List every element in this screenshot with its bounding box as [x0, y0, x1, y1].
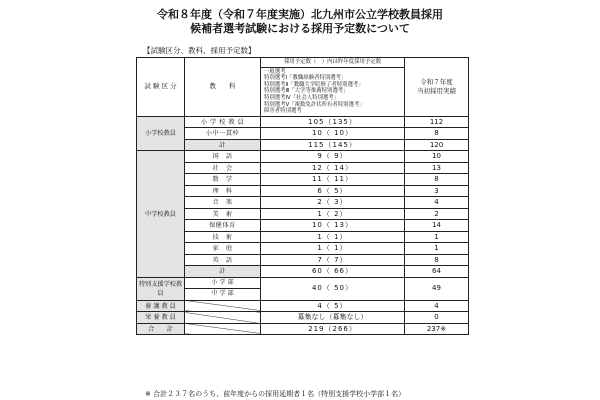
table-row	[137, 266, 469, 278]
actual-cell: 112	[405, 116, 469, 128]
table-row	[137, 312, 469, 324]
table-row	[137, 208, 469, 220]
actual-cell: 8	[405, 174, 469, 186]
subject-cell: 中 学 部	[211, 290, 234, 298]
actual-cell: 120	[405, 139, 469, 151]
plan-cell: 2（ 3）	[261, 197, 405, 209]
header-plan-line: 特別選考Ⅲ「大学等推薦特別選考」	[264, 88, 349, 95]
plan-cell: 募集なし（募集なし）	[261, 312, 405, 324]
subject-cell: 国 語	[185, 151, 261, 163]
subject-cell: 小 学 校 教 員	[185, 116, 261, 128]
table-row	[137, 162, 469, 174]
subject-cell: 社 会	[185, 162, 261, 174]
header-plan-line: 特別選考Ⅳ「社会人特別選考」	[264, 94, 340, 101]
category-eiyo: 栄 養 教 員	[137, 312, 185, 324]
subject-cell: 英 語	[185, 254, 261, 266]
actual-cell: 1	[405, 231, 469, 243]
subject-cell: 保健体育	[185, 220, 261, 232]
footnote: ※ 合計２３７名のうち、前年度からの採用延期者１名（特別支援学校小学部１名）	[145, 390, 406, 398]
actual-cell: 64	[405, 266, 469, 278]
header-subject: 教 科	[185, 58, 261, 117]
actual-cell: 2	[405, 208, 469, 220]
empty-diagonal-cell	[185, 312, 261, 324]
category-junior-high: 中学校教員	[137, 151, 185, 278]
subject-cell: 数 学	[185, 174, 261, 186]
plan-cell: 60（ 66）	[261, 266, 405, 278]
header-plan-line: 一般選考	[264, 68, 286, 75]
subject-cell: 音 楽	[185, 197, 261, 209]
table-row	[137, 139, 469, 151]
actual-cell: 1	[405, 243, 469, 255]
plan-cell: 7（ 7）	[261, 254, 405, 266]
plan-cell: 4（ 5）	[261, 300, 405, 312]
actual-cell: 0	[405, 312, 469, 324]
table-row	[137, 300, 469, 312]
plan-cell: 105（135）	[261, 116, 405, 128]
actual-cell: 237※	[405, 323, 469, 335]
header-plan-line: 特別選考Ⅰ「教職経験者特別選考」	[264, 75, 347, 82]
table-row	[137, 277, 469, 300]
section-label: 【試験区分、教科、採用予定数】	[143, 46, 256, 55]
category-special-support: 特別支援学校教員	[137, 277, 185, 300]
table-row	[137, 116, 469, 128]
actual-cell: 49	[405, 277, 469, 300]
plan-cell: 40（ 50）	[261, 277, 405, 300]
header-plan-line: 特別選考Ⅱ「教職大学院修了者特別選考」	[264, 81, 364, 88]
table-row	[137, 174, 469, 186]
subject-cell: 理 科	[185, 185, 261, 197]
header-actual-line2: 当初採用実績	[417, 86, 456, 95]
subject-cell: 家 庭	[185, 243, 261, 255]
special-support-subjects	[185, 277, 261, 300]
page-title-line2: 候補者選考試験における採用予定数について	[190, 22, 410, 35]
plan-cell: 115（145）	[261, 139, 405, 151]
plan-cell: 10（ 10）	[261, 128, 405, 140]
actual-cell: 8	[405, 254, 469, 266]
header-plan-title: 採用予定数（ ）内は昨年度採用予定数	[261, 59, 404, 68]
total-row	[137, 323, 469, 335]
header-actual-line1: 令和７年度	[420, 77, 453, 86]
plan-cell: 219（266）	[261, 323, 405, 335]
category-elementary: 小学校教員	[137, 116, 185, 151]
actual-cell: 14	[405, 220, 469, 232]
table-row	[137, 128, 469, 140]
actual-cell: 8	[405, 128, 469, 140]
header-plan	[261, 58, 405, 117]
category-yogo: 養 護 教 員	[137, 300, 185, 312]
recruitment-table	[136, 57, 469, 335]
empty-diagonal-cell	[185, 300, 261, 312]
table-row	[137, 220, 469, 232]
plan-cell: 11（ 11）	[261, 174, 405, 186]
actual-cell: 13	[405, 162, 469, 174]
plan-cell: 1（ 1）	[261, 243, 405, 255]
actual-cell: 10	[405, 151, 469, 163]
table-row	[137, 197, 469, 209]
table-row	[137, 151, 469, 163]
plan-cell: 1（ 2）	[261, 208, 405, 220]
table-row	[137, 231, 469, 243]
subject-cell: 技 術	[185, 231, 261, 243]
actual-cell: 4	[405, 197, 469, 209]
actual-cell: 4	[405, 300, 469, 312]
empty-diagonal-cell	[185, 323, 261, 335]
plan-cell: 1（ 1）	[261, 231, 405, 243]
subject-cell: 小 学 部	[185, 278, 260, 290]
header-plan-line: 特別選考Ⅴ「複数免許状所有者特別選考」	[264, 101, 365, 108]
table-row	[137, 185, 469, 197]
table-row	[137, 243, 469, 255]
plan-cell: 9（ 9）	[261, 151, 405, 163]
plan-cell: 12（ 14）	[261, 162, 405, 174]
table-row	[137, 254, 469, 266]
page-title-line1: 令和８年度（令和７年度実施）北九州市公立学校教員採用	[157, 8, 443, 21]
header-category: 試 験 区 分	[137, 58, 185, 117]
actual-cell: 3	[405, 185, 469, 197]
table-header-row	[137, 58, 469, 117]
subtotal-label: 計	[185, 139, 261, 151]
plan-cell: 6（ 5）	[261, 185, 405, 197]
subject-cell: 美 術	[185, 208, 261, 220]
subject-cell: 小中一貫枠	[185, 128, 261, 140]
header-actual	[405, 58, 469, 117]
subtotal-label: 計	[185, 266, 261, 278]
plan-cell: 10（ 13）	[261, 220, 405, 232]
header-plan-line: 障害者特別選考	[264, 108, 302, 115]
category-total: 合 計	[137, 323, 185, 335]
